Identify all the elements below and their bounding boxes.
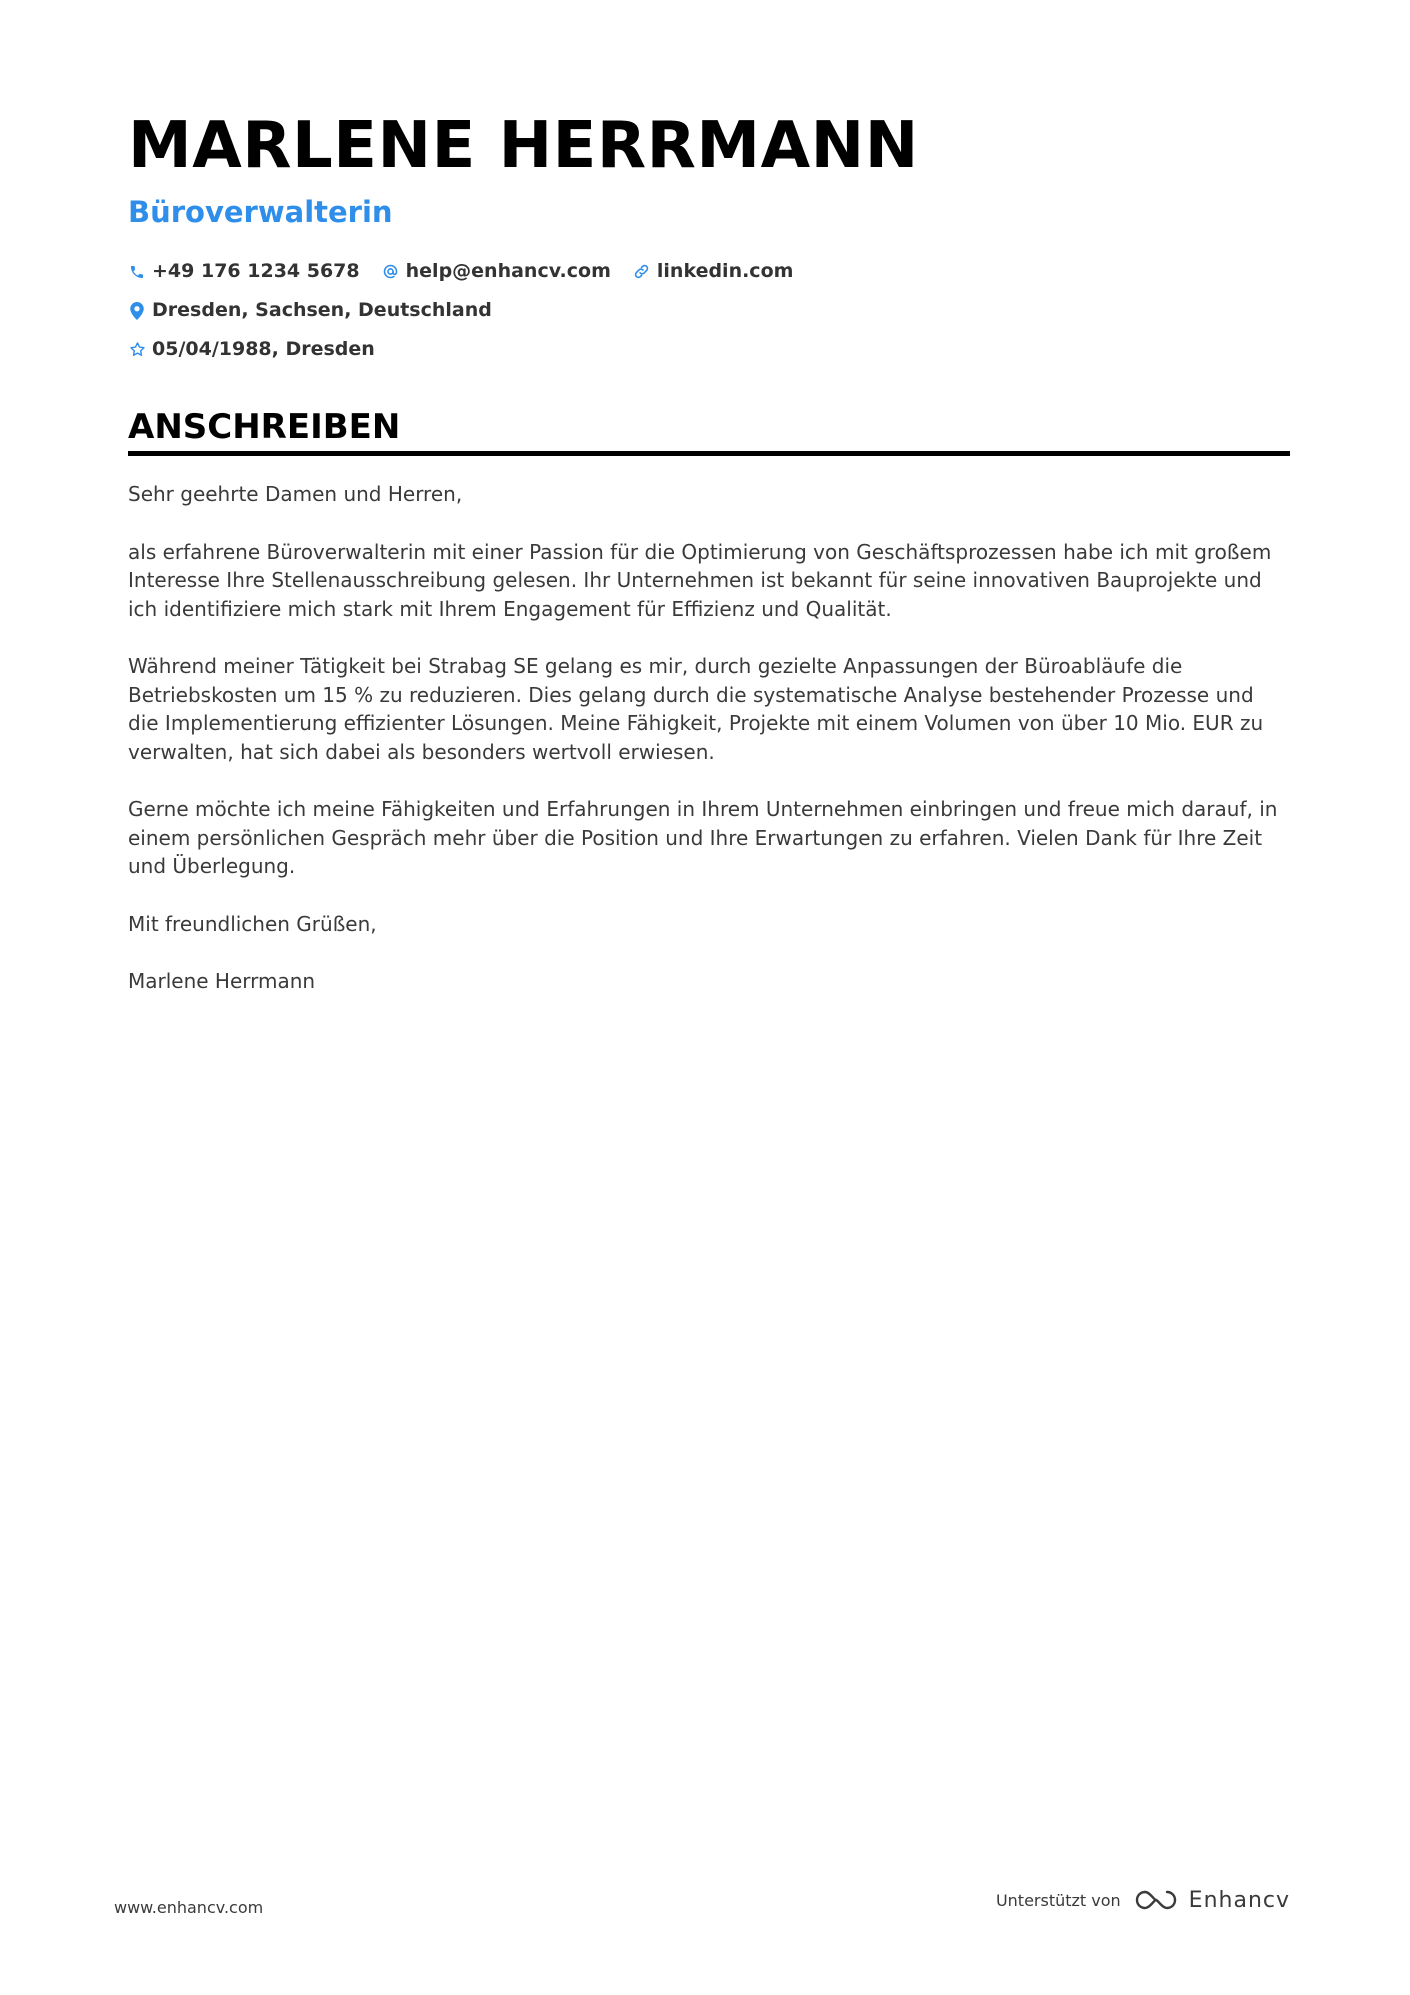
cover-letter-section	[128, 405, 1290, 1025]
star-icon	[128, 341, 146, 359]
letter-paragraph-2: Während meiner Tätigkeit bei Strabag SE gelang es mir, durch gezielte Anpassungen der Büroabläufe die Betriebskosten um 15 % zu reduzieren. Dies gelang durch die systematische Analyse bestehender Prozesse und die Implementierung effizienter Lösungen. Meine Fähigkeit, Projekte mit einem Volumen von über 10 Mio. EUR zu verwalten, hat sich dabei als besonders wertvoll erwiesen.	[128, 654, 1264, 764]
email-text: help@enhancv.com	[405, 260, 611, 282]
at-icon	[382, 263, 400, 281]
link-icon	[633, 263, 651, 281]
contact-phone[interactable]	[128, 252, 360, 291]
contact-info-row-2	[128, 330, 1288, 369]
letter-paragraph-1: als erfahrene Büroverwalterin mit einer Passion für die Optimierung von Geschäftsprozessen habe ich mit großem Interesse Ihre Stellenausschreibung gelesen. Ihr Unternehmen ist bekannt für seine innovativen Bauprojekte und ich identifiziere mich stark mit Ihrem Engagement für Effizienz und Qualität.	[128, 539, 1272, 621]
resume-header	[128, 108, 1288, 369]
footer-branding	[996, 1880, 1290, 1920]
page-footer	[114, 1880, 1290, 1920]
powered-by-text: Unterstützt von	[995, 1890, 1121, 1910]
enhancv-logo[interactable]	[1133, 1887, 1290, 1913]
candidate-name: MARLENE HERRMANN	[128, 109, 919, 183]
map-pin-icon	[128, 302, 146, 320]
section-divider	[128, 451, 1290, 456]
contact-linkedin[interactable]	[633, 252, 794, 291]
letter-salutation: Sehr geehrte Damen und Herren,	[128, 482, 463, 506]
contact-email[interactable]	[382, 252, 611, 291]
enhancv-infinity-icon	[1133, 1887, 1179, 1913]
footer-website-link[interactable]: www.enhancv.com	[114, 1898, 264, 1917]
brand-name: Enhancv	[1188, 1887, 1290, 1913]
letter-signature: Marlene Herrmann	[128, 969, 316, 993]
contact-birth	[128, 330, 375, 369]
linkedin-text: linkedin.com	[656, 260, 794, 282]
letter-closing: Mit freundlichen Grüßen,	[128, 911, 377, 936]
letter-body	[128, 480, 1290, 996]
letter-paragraph-3: Gerne möchte ich meine Fähigkeiten und Erfahrungen in Ihrem Unternehmen einbringen und freue mich darauf, in einem persönlichen Gespräch mehr über die Position und Ihre Erwartungen zu erfahren. Vielen Dank für Ihre Zeit und Überlegung.	[128, 797, 1278, 878]
job-title: Büroverwalterin	[128, 195, 393, 229]
phone-icon	[128, 263, 146, 281]
contact-info	[128, 252, 1128, 330]
contact-location	[128, 291, 492, 330]
section-heading: ANSCHREIBEN	[128, 407, 401, 447]
birth-text: 05/04/1988, Dresden	[152, 338, 375, 360]
phone-text: +49 176 1234 5678	[152, 260, 360, 282]
location-text: Dresden, Sachsen, Deutschland	[152, 299, 492, 321]
